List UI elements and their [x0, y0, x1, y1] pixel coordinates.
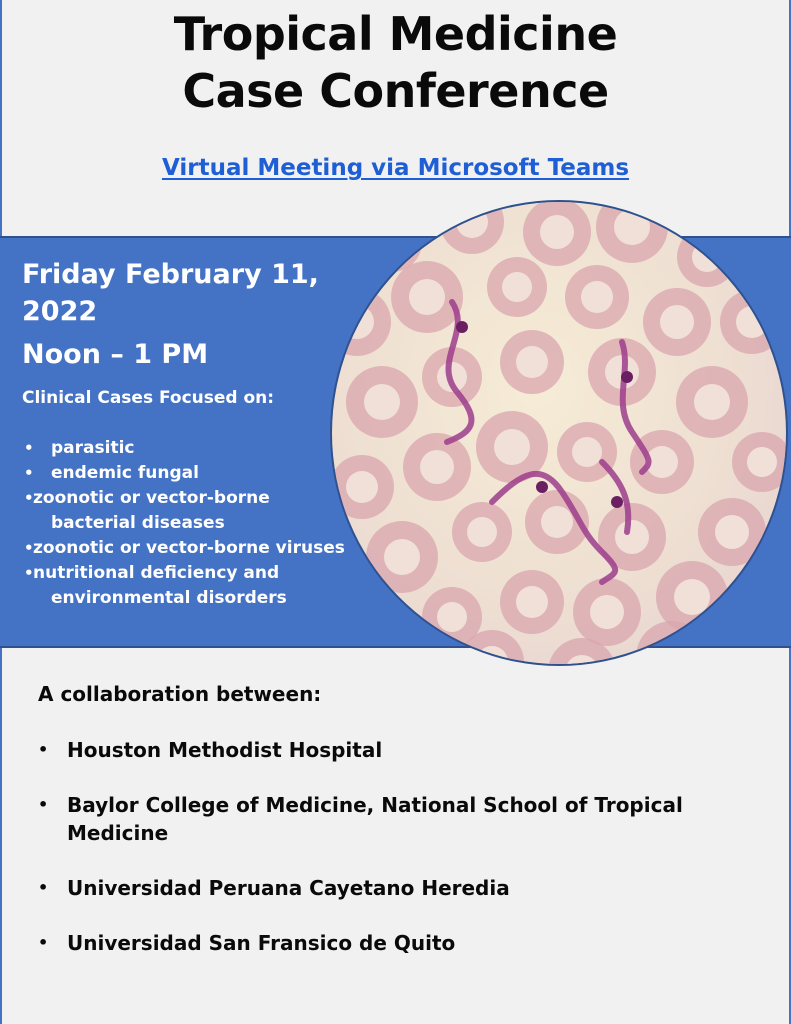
red-blood-cell-center [409, 279, 445, 315]
event-time: Noon – 1 PM [22, 339, 209, 370]
red-blood-cell-center [364, 384, 400, 420]
red-blood-cell-center [516, 586, 548, 618]
focus-item: • zoonotic or vector-borne bacterial diseases [22, 486, 352, 536]
red-blood-cell-center [502, 272, 532, 302]
title-line-2: Case Conference [182, 64, 609, 118]
parasite-nucleus [456, 321, 468, 333]
parasite-nucleus [611, 496, 623, 508]
red-blood-cell-center [346, 471, 378, 503]
red-blood-cell-center [437, 602, 467, 632]
microscopy-illustration [332, 202, 788, 666]
red-blood-cell-center [674, 579, 710, 615]
parasite-nucleus [621, 371, 633, 383]
partner-item: • Houston Methodist Hospital [38, 736, 758, 764]
red-blood-cell-center [694, 384, 730, 420]
focus-item: • zoonotic or vector-borne viruses [22, 536, 352, 561]
parasite-nucleus [536, 481, 548, 493]
red-blood-cell-center [541, 506, 573, 538]
focus-item: • parasitic [22, 436, 352, 461]
event-date: Friday February 11, 2022 [22, 259, 319, 327]
teams-meeting-link[interactable]: Virtual Meeting via Microsoft Teams [161, 155, 630, 181]
red-blood-cell-center [572, 437, 602, 467]
red-blood-cell-center [581, 281, 613, 313]
collaboration-heading: A collaboration between: [38, 682, 322, 706]
red-blood-cell-center [456, 206, 488, 238]
partner-item: • Baylor College of Medicine, National School of Tropical Medicine [38, 791, 758, 847]
partner-list [38, 736, 758, 984]
red-blood-cell-center [747, 447, 777, 477]
red-blood-cell-center [614, 209, 650, 245]
red-blood-cell-center [494, 429, 530, 465]
focus-item: • nutritional deficiency and environmental disorders [22, 561, 352, 611]
red-blood-cell-center [467, 517, 497, 547]
partner-item: • Universidad Peruana Cayetano Heredia [38, 874, 758, 902]
red-blood-cell-center [540, 215, 574, 249]
red-blood-cell-center [516, 346, 548, 378]
partner-item: • Universidad San Fransico de Quito [38, 929, 758, 957]
red-blood-cell-center [420, 450, 454, 484]
red-blood-cell-center [615, 520, 649, 554]
red-blood-cell-center [590, 595, 624, 629]
blood-smear-trypanosome-image [330, 200, 788, 666]
focus-heading: Clinical Cases Focused on: [22, 388, 275, 408]
title-line-1: Tropical Medicine [173, 7, 618, 61]
red-blood-cell-center [384, 539, 420, 575]
red-blood-cell-center [660, 305, 694, 339]
focus-item: • endemic fungal [22, 461, 352, 486]
red-blood-cell-center [715, 515, 749, 549]
page-title [0, 6, 791, 120]
focus-list [22, 436, 352, 611]
